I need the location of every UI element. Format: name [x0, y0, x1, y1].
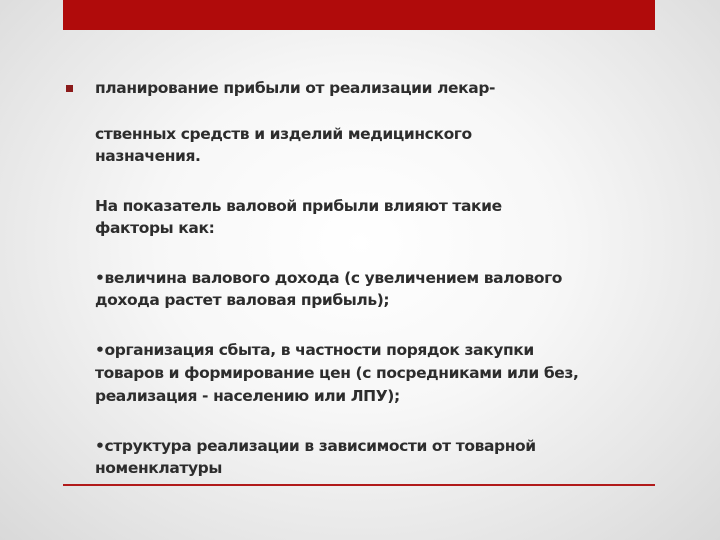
square-bullet-icon — [66, 85, 73, 92]
text-line: назначения. — [95, 147, 201, 165]
list-item-line: •организация сбыта, в частности порядок закупки — [95, 341, 534, 359]
text-line: На показатель валовой прибыли влияют такие — [95, 197, 502, 215]
list-item-line: номенклатуры — [95, 459, 222, 477]
list-item-line: •величина валового дохода (с увеличением валового — [95, 269, 563, 287]
list-item-line: реализация - населению или ЛПУ); — [95, 387, 400, 405]
text-line: факторы как: — [95, 219, 215, 237]
bottom-divider — [63, 484, 655, 486]
text-line: ственных средств и изделий медицинского — [95, 125, 472, 143]
list-item-line: •структура реализации в зависимости от товарной — [95, 437, 536, 455]
list-item-line: дохода растет валовая прибыль); — [95, 291, 390, 309]
bullet-text-line-1: планирование прибыли от реализации лекар- — [95, 79, 496, 97]
list-item-line: товаров и формирование цен (с посредниками или без, — [95, 364, 579, 382]
